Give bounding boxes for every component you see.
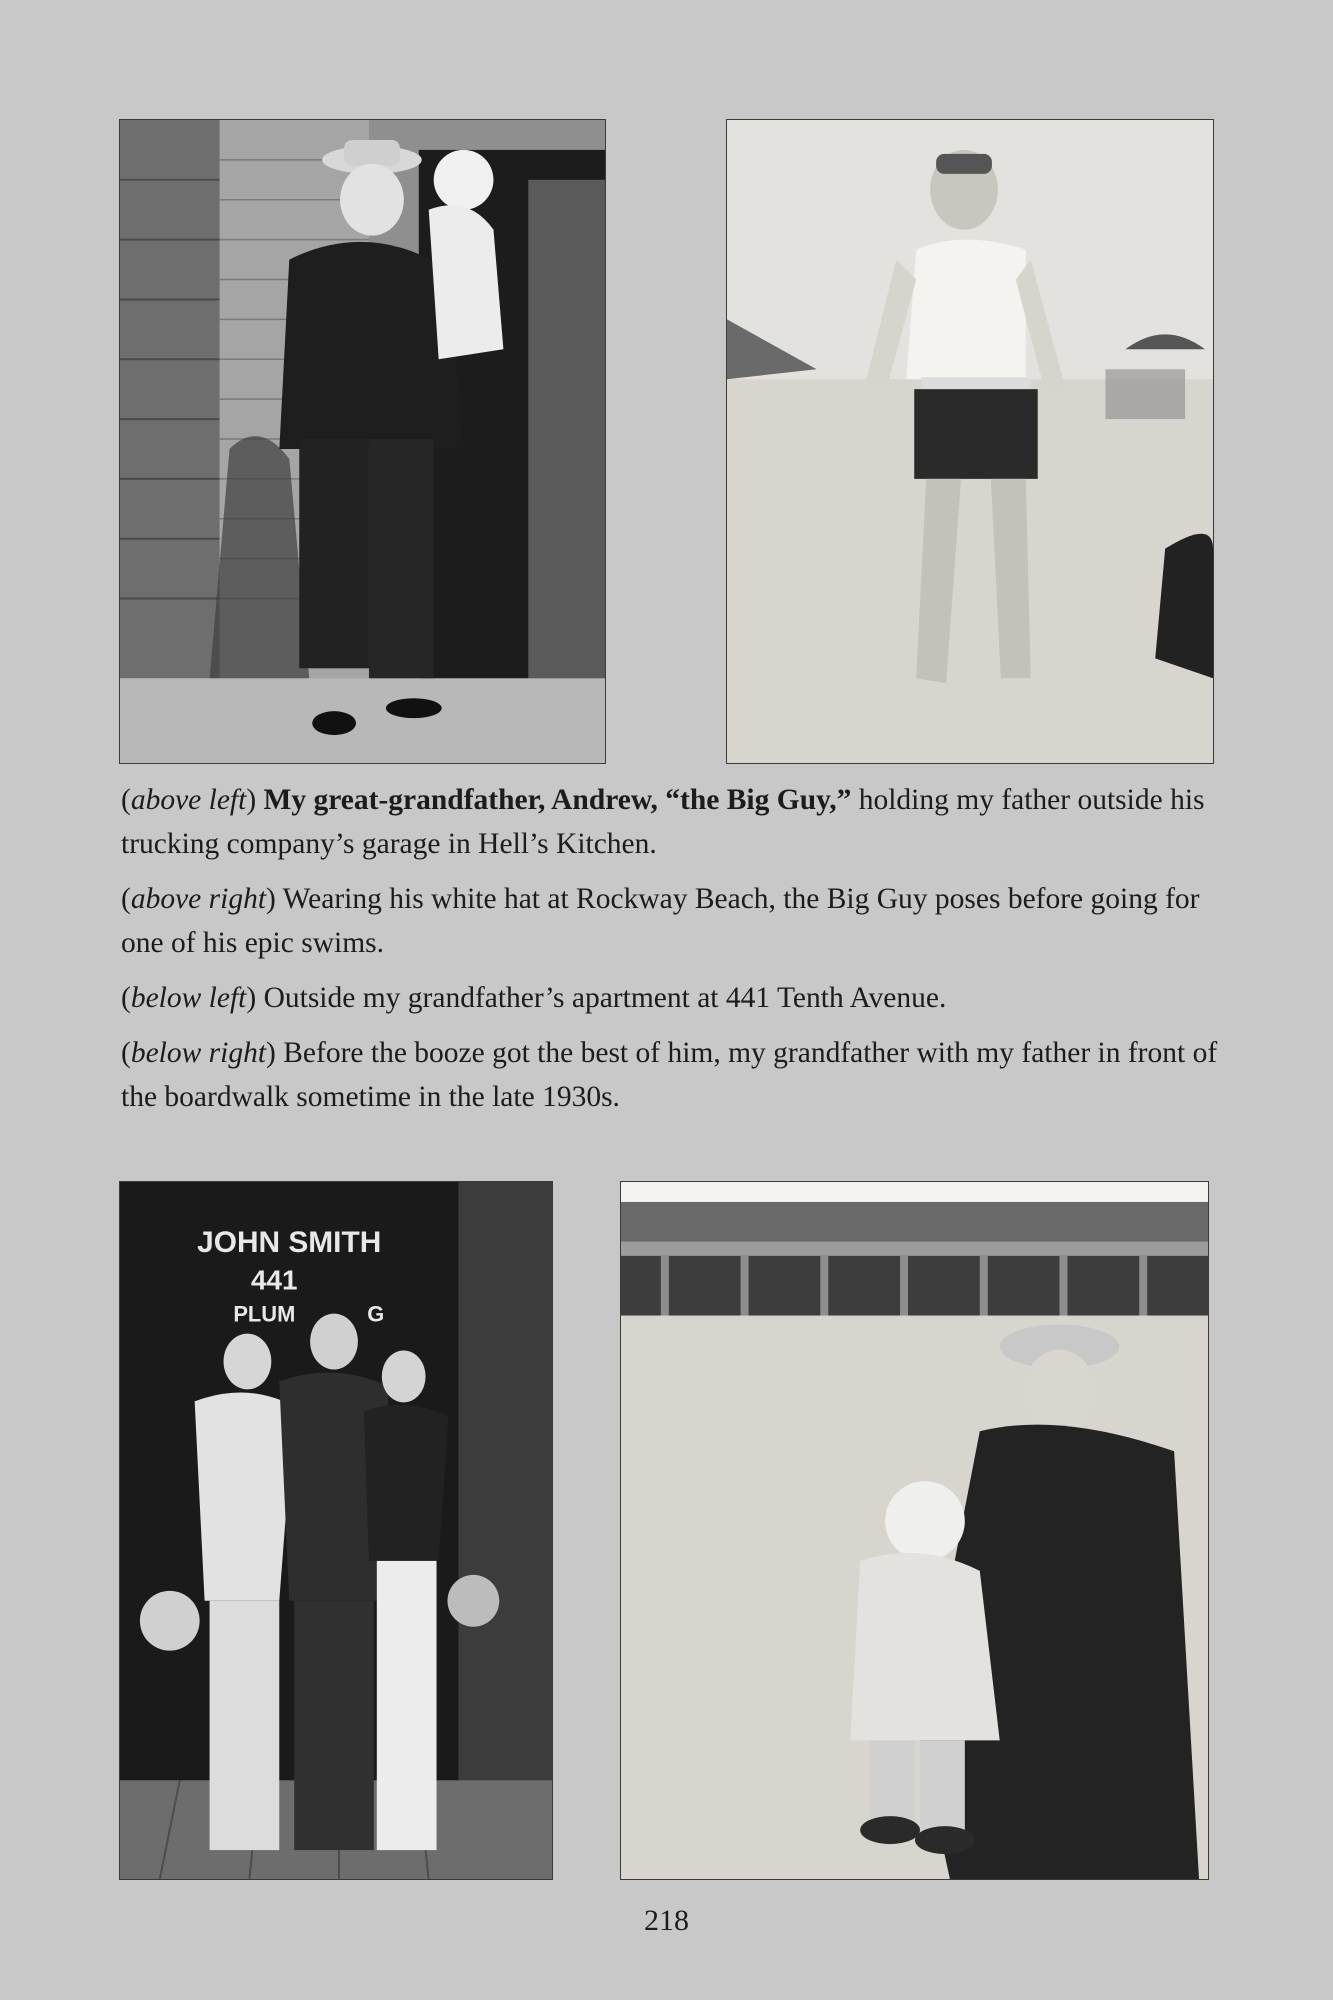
photo-above-left xyxy=(119,119,606,764)
caption-below-left: (below left) Outside my grandfather’s apartment at 441 Tenth Avenue. xyxy=(121,982,947,1014)
caption-below-right: (below right) Before the booze got the best of him, my grandfather with my father in front of the boardwalk sometime in the late 1930s. xyxy=(121,1037,1218,1113)
page-number: 218 xyxy=(644,1904,689,1937)
caption-tag: below left xyxy=(130,982,247,1014)
photo-below-left xyxy=(119,1181,553,1880)
caption-tag: above right xyxy=(130,883,267,915)
caption-text: holding my father outside his trucking company’s garage in Hell’s Kitchen. xyxy=(121,784,1205,860)
shop-sign-line3b: G xyxy=(367,1301,385,1327)
shop-sign-line3: PLUM xyxy=(233,1301,296,1327)
caption-text: Before the booze got the best of him, my grandfather with my father in front of the boardwalk sometime in the late 1930s. xyxy=(121,1037,1218,1113)
shop-sign-line2: 441 xyxy=(251,1264,298,1296)
caption-tag: below right xyxy=(130,1037,267,1069)
photo-above-right-image xyxy=(727,120,1213,763)
shop-sign-line1: JOHN SMITH xyxy=(197,1225,382,1259)
photo-below-left-image xyxy=(120,1182,552,1879)
caption-tag: above left xyxy=(130,784,247,816)
caption-text: Wearing his white hat at Rockway Beach, the Big Guy poses before going for one of his epic swims. xyxy=(121,883,1200,959)
photo-above-left-image xyxy=(120,120,605,763)
photo-above-right xyxy=(726,119,1214,764)
photo-below-right-image xyxy=(621,1182,1208,1879)
caption-above-right: (above right) Wearing his white hat at Rockway Beach, the Big Guy poses before going for one of his epic swims. xyxy=(121,883,1200,959)
captions xyxy=(121,778,1221,1130)
caption-bold: My great-grandfather, Andrew, “the Big Guy,” xyxy=(263,784,852,816)
caption-above-left: (above left) My great-grandfather, Andrew, “the Big Guy,” holding my father outside his trucking company’s garage in Hell’s Kitchen. xyxy=(121,784,1205,860)
photo-below-right xyxy=(620,1181,1209,1880)
caption-text: Outside my grandfather’s apartment at 441 Tenth Avenue. xyxy=(256,982,947,1014)
